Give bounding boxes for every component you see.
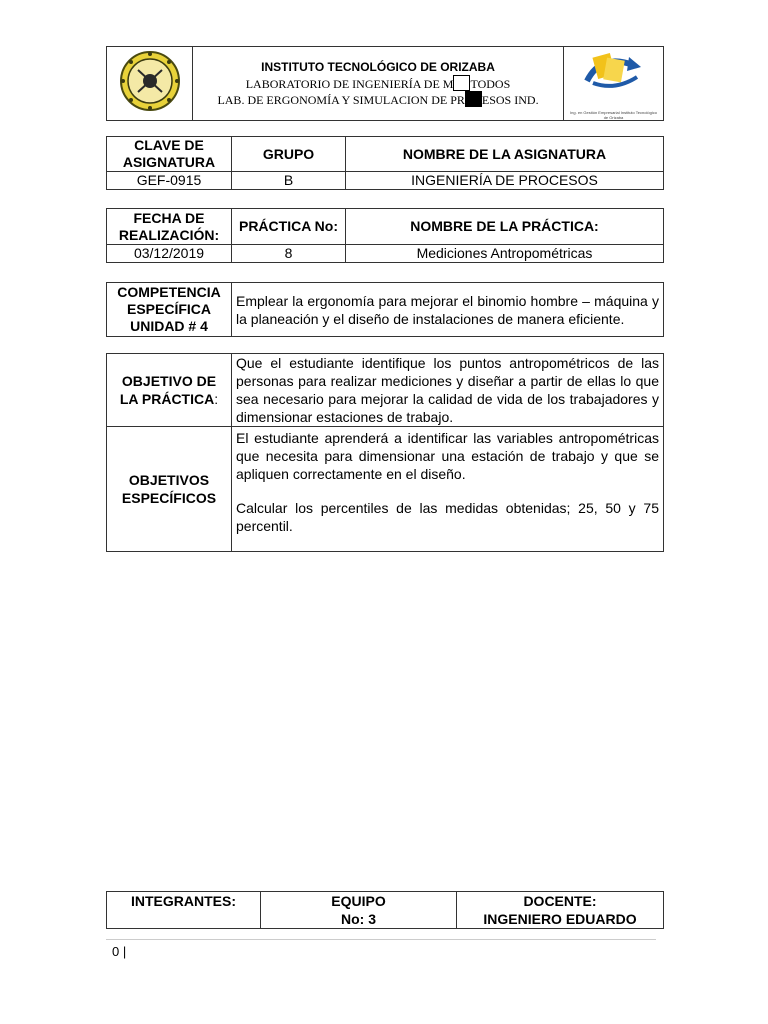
competencia-text: Emplear la ergonomía para mejorar el binomio hombre – máquina y la planeación y el diseño de instalaciones de manera eficiente. <box>232 283 664 337</box>
header-table <box>106 46 664 121</box>
nombre-asignatura-value: INGENIERÍA DE PROCESOS <box>346 172 664 190</box>
objetivos-especificos-cell <box>232 427 664 552</box>
competencia-label: COMPETENCIA ESPECÍFICA UNIDAD # 4 <box>107 283 232 337</box>
lab-line-1-part-a: LABORATORIO DE INGENIERÍA DE M <box>245 77 454 91</box>
docente-cell <box>457 892 664 929</box>
equipo-cell <box>261 892 457 929</box>
docente-name: INGENIERO EDUARDO <box>483 911 637 927</box>
fecha-value: 03/12/2019 <box>107 245 232 263</box>
lab-line-2-part-b: ESOS IND. <box>481 93 539 107</box>
hollow-box-mark <box>453 75 470 91</box>
integrantes-label: INTEGRANTES: <box>107 892 261 929</box>
lab-line-1 <box>197 75 559 91</box>
grupo-label: GRUPO <box>232 137 346 172</box>
objetivo-practica-label <box>107 354 232 427</box>
institute-name: INSTITUTO TECNOLÓGICO DE ORIZABA <box>261 60 495 74</box>
right-logo-caption: Ing. en Gestión Empresarial Instituto Tecnológico de Orizaba <box>570 110 657 120</box>
footer-divider <box>106 939 656 940</box>
objetivo-practica-label-colon: : <box>214 391 219 407</box>
logo-right-cell <box>564 47 664 121</box>
page-number: 0 | <box>112 944 127 959</box>
practica-table <box>106 208 664 263</box>
lab-line-2 <box>197 91 559 107</box>
filled-box-mark <box>465 91 482 107</box>
objetivos-especificos-text-2: Calcular los percentiles de las medidas obtenidas; 25, 50 y 75 percentil. <box>236 500 659 534</box>
practica-num-label: PRÁCTICA No: <box>232 209 346 245</box>
objetivo-practica-label-text: OBJETIVO DE LA PRÁCTICA <box>119 373 217 407</box>
docente-label: DOCENTE: <box>523 893 597 909</box>
objetivo-practica-text: Que el estudiante identifique los puntos antropométricos de las personas para realizar mediciones y diseñar a partir de ellas lo que sea necesario para mejorar la calidad de vida de los trabajadores y dimensionar estaciones de trabajo. <box>232 354 664 427</box>
header-title-cell <box>193 47 564 121</box>
institute-seal-logo <box>118 50 182 112</box>
objetivos-table <box>106 353 664 552</box>
equipo-num: No: 3 <box>341 911 376 927</box>
competencia-table <box>106 282 664 337</box>
lab-line-2-part-a: LAB. DE ERGONOMÍA Y SIMULACION DE PR <box>217 93 465 107</box>
asignatura-table <box>106 136 664 190</box>
practica-num-value: 8 <box>232 245 346 263</box>
clave-label: CLAVE DE ASIGNATURA <box>107 137 232 172</box>
objetivos-especificos-label: OBJETIVOS ESPECÍFICOS <box>107 427 232 552</box>
nombre-practica-value: Mediciones Antropométricas <box>346 245 664 263</box>
integrantes-table <box>106 891 664 929</box>
gestion-empresarial-logo <box>575 47 653 105</box>
fecha-label: FECHA DE REALIZACIÓN: <box>107 209 232 245</box>
equipo-label: EQUIPO <box>331 893 386 909</box>
objetivos-especificos-text-1: El estudiante aprenderá a identificar las variables antropométricas que necesita para dimensionar una estación de trabajo y que se apliquen correctamente en el diseño. <box>236 430 659 482</box>
nombre-practica-label: NOMBRE DE LA PRÁCTICA: <box>346 209 664 245</box>
nombre-asignatura-label: NOMBRE DE LA ASIGNATURA <box>346 137 664 172</box>
grupo-value: B <box>232 172 346 190</box>
clave-value: GEF-0915 <box>107 172 232 190</box>
logo-left-cell <box>107 47 193 121</box>
lab-line-1-part-b: TODOS <box>470 77 511 91</box>
